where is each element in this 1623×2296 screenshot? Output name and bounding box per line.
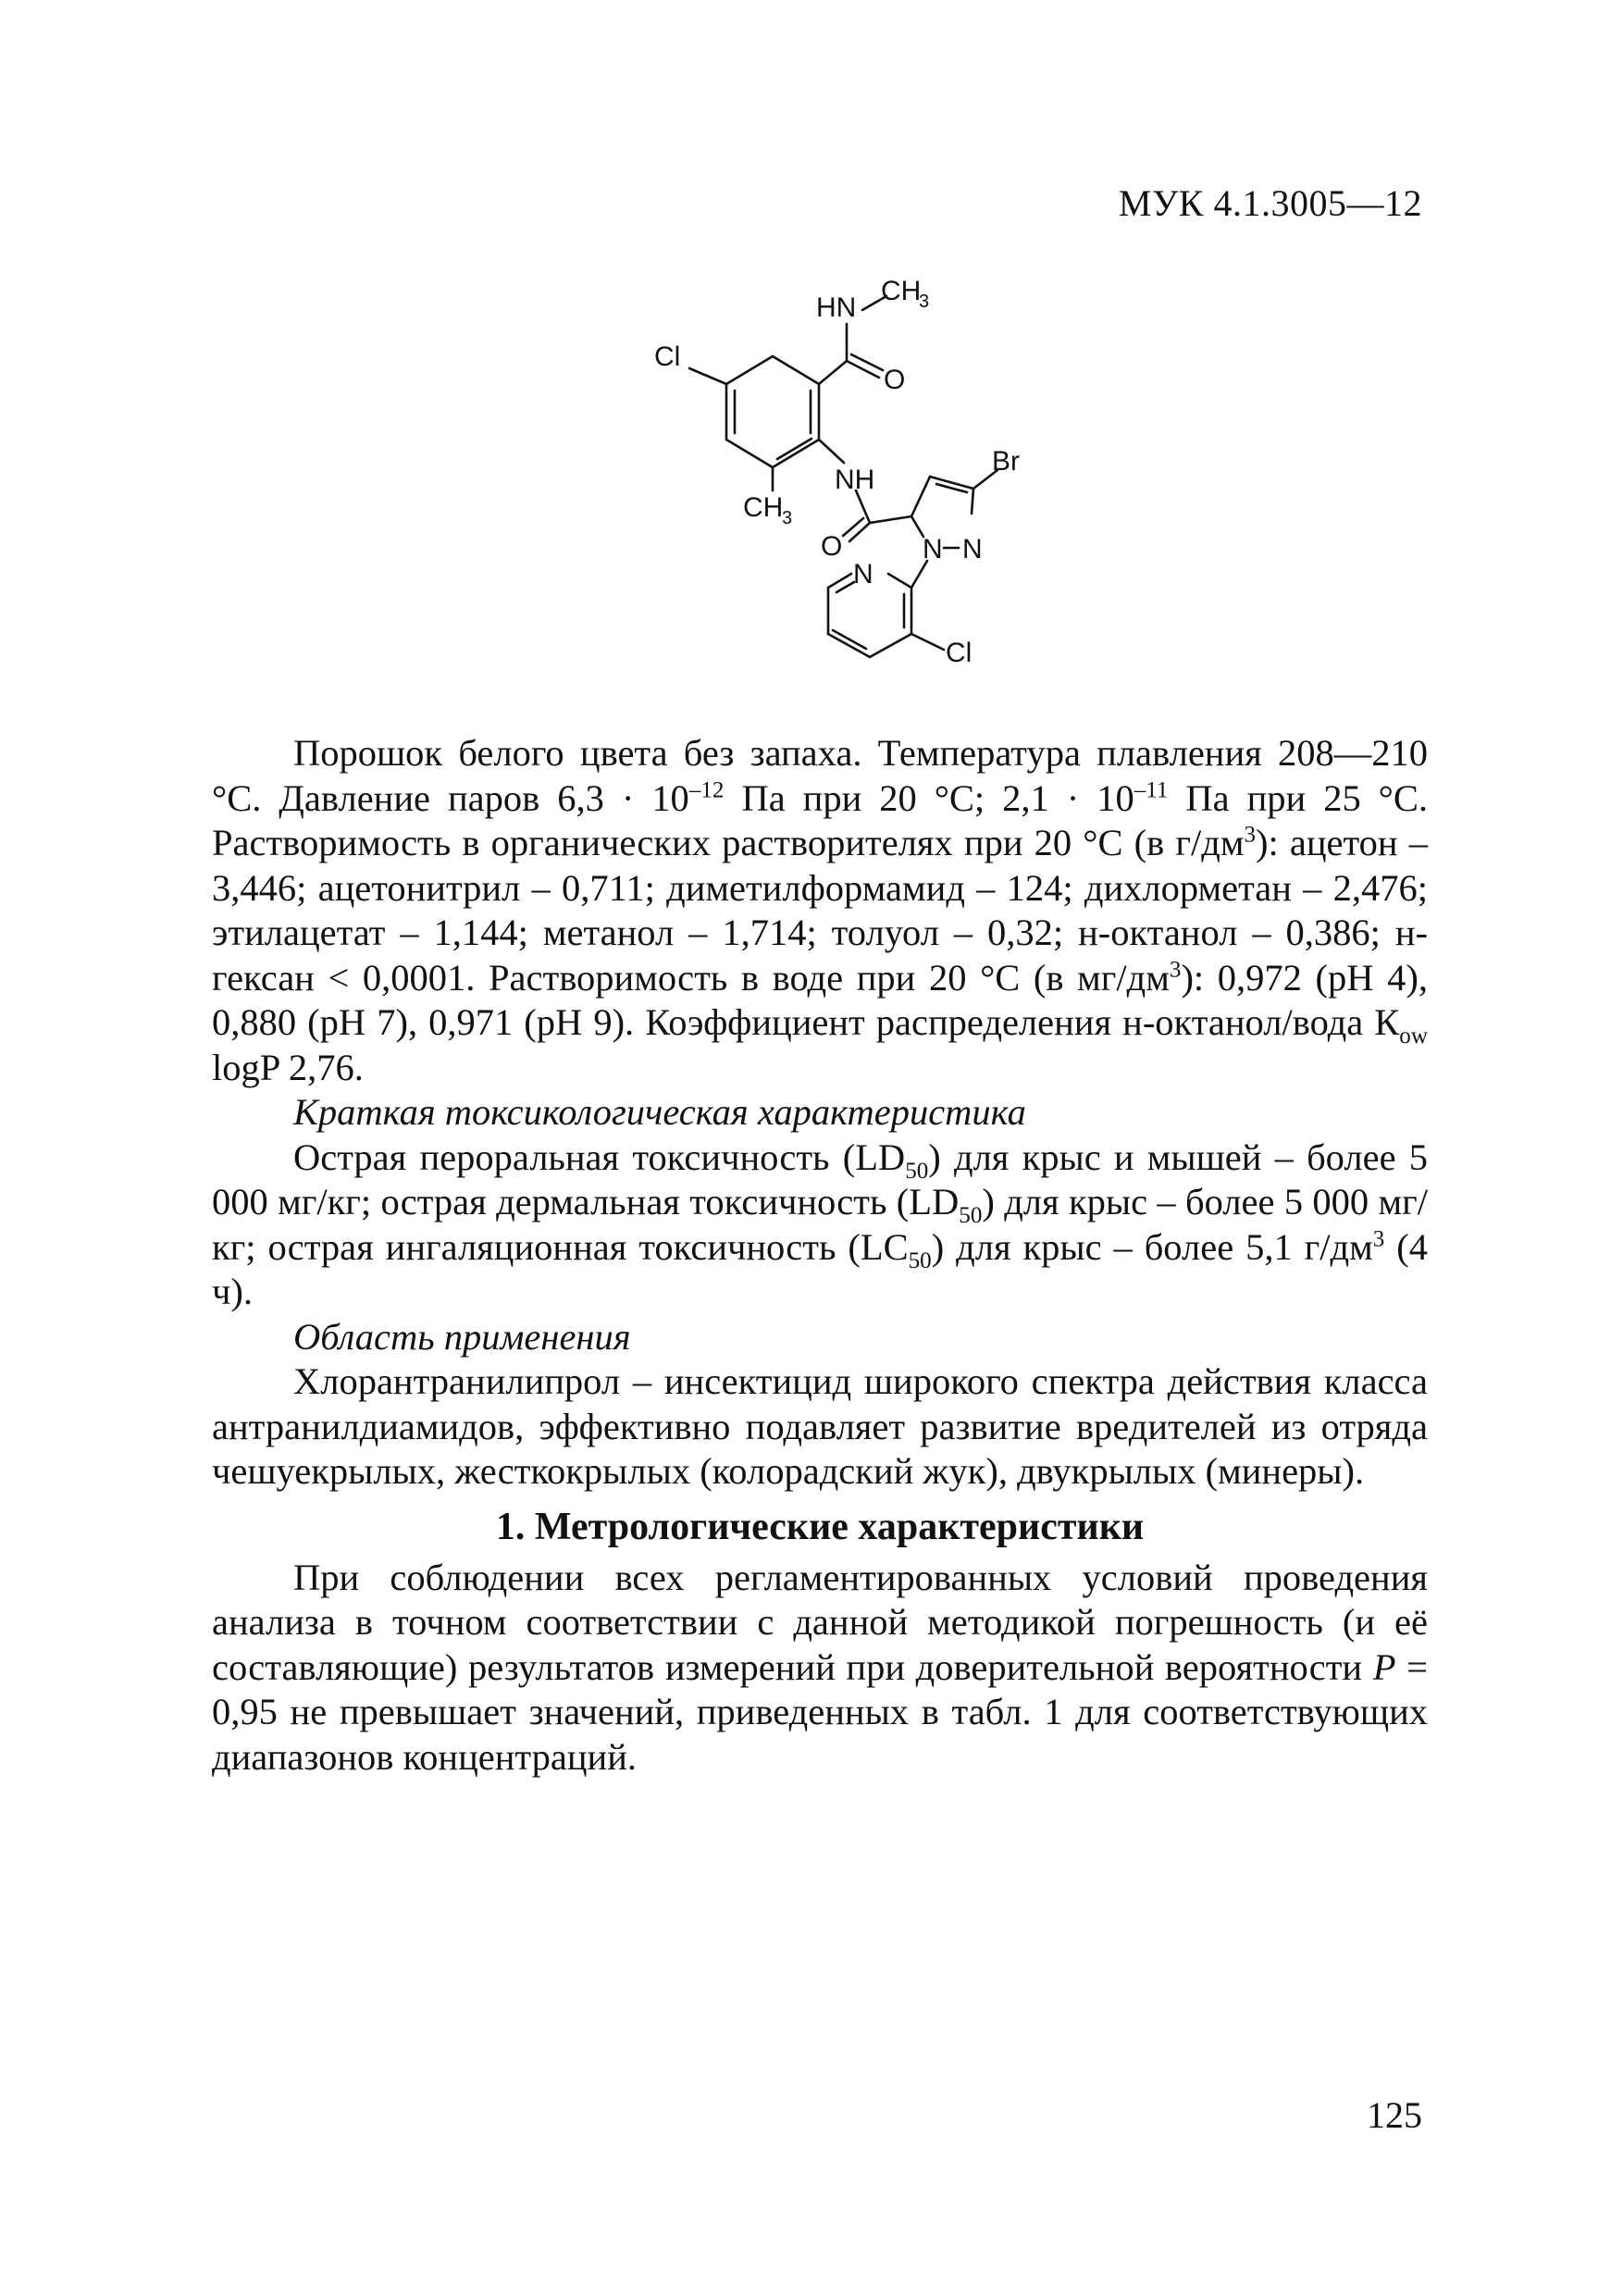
cl-left-label: Cl <box>654 341 681 372</box>
toxicity-paragraph: Острая пероральная токсичность $(LD_{50})$ для крыс и мышей – более 5 000 мг/кг; острая дермальная токсичность $(LD_{50})$ для крыс – более 5 000 мг/кг; острая ингаляционная токсичность $(LC_{50})$ для крыс – более 5,1 $г/дм^3$ (4 ч). <box>212 1136 1428 1312</box>
ch3-bottom-label: CH <box>743 492 784 523</box>
scope-paragraph: Хлорантранилипрол – инсектицид широкого спектра действия класса антранилдиамидов, эффективно подавляет развитие вредителей из отряда чешуекрылых, жесткокрылых (колорадский жук), двукрылых (минеры). <box>212 1360 1428 1492</box>
ch3-top-label: CH <box>881 276 922 306</box>
chemical-structure-diagram <box>592 268 1055 703</box>
document-code: МУК 4.1.3005—12 <box>1118 182 1422 224</box>
nh-methyl-label: HN <box>816 292 857 323</box>
cl-bottom-label: Cl <box>946 638 973 668</box>
body-text <box>212 731 1428 1780</box>
nh-label: NH <box>835 465 875 495</box>
pyrazole-n1-label: N <box>923 534 943 565</box>
ch3-top-subscript: 3 <box>919 292 930 312</box>
page-number: 125 <box>1367 2094 1422 2136</box>
ch3-bottom-subscript: 3 <box>782 508 793 528</box>
bromine-label: Br <box>992 446 1020 477</box>
pyrazole-n2-label: N <box>962 534 983 565</box>
metrology-paragraph: При соблюдении всех регламентированных условий проведения анализа в точном соответствии с данной методикой погрешность (и её составляющие) результатов измерений при доверительной вероятности P = 0,95 не превышает значений, приведенных в табл. 1 для соответствующих диапазонов концентраций. <box>212 1556 1428 1778</box>
oxygen-bottom-label: O <box>821 531 843 562</box>
oxygen-top-label: O <box>884 365 906 395</box>
toxicology-subheading: Краткая токсикологическая характеристика <box>293 1091 1026 1133</box>
scope-subheading: Область применения <box>293 1315 631 1358</box>
section-title: 1. Метрологические характеристики <box>495 1505 1145 1548</box>
pyridine-n-label: N <box>853 559 873 590</box>
description-paragraph: Порошок белого цвета без запаха. Температура плавления 208—210 °С. Давление паров $6,3 \cdot 10^{-12}$ Па при 20 °С; $2,1 \cdot 10^{-11}$ Па при 25 °С. Растворимость в органических растворителях при 20 °С (в $г/дм^3$): ацетон – 3,446; ацетонитрил – 0,711; диметилформамид – 124; дихлорметан – 2,476; этилацетат – 1,144; метанол – 1,714; толуол – 0,32; н-октанол – 0,386; н-гексан < 0,0001. Растворимость в воде при 20 °С (в $мг/дм^3$): 0,972 (pH 4), 0,880 (pH 7), 0,971 (pH 9). Коэффициент распределения н-октанол/вода $К_{ow}$ logP 2,76. <box>212 732 1429 1088</box>
